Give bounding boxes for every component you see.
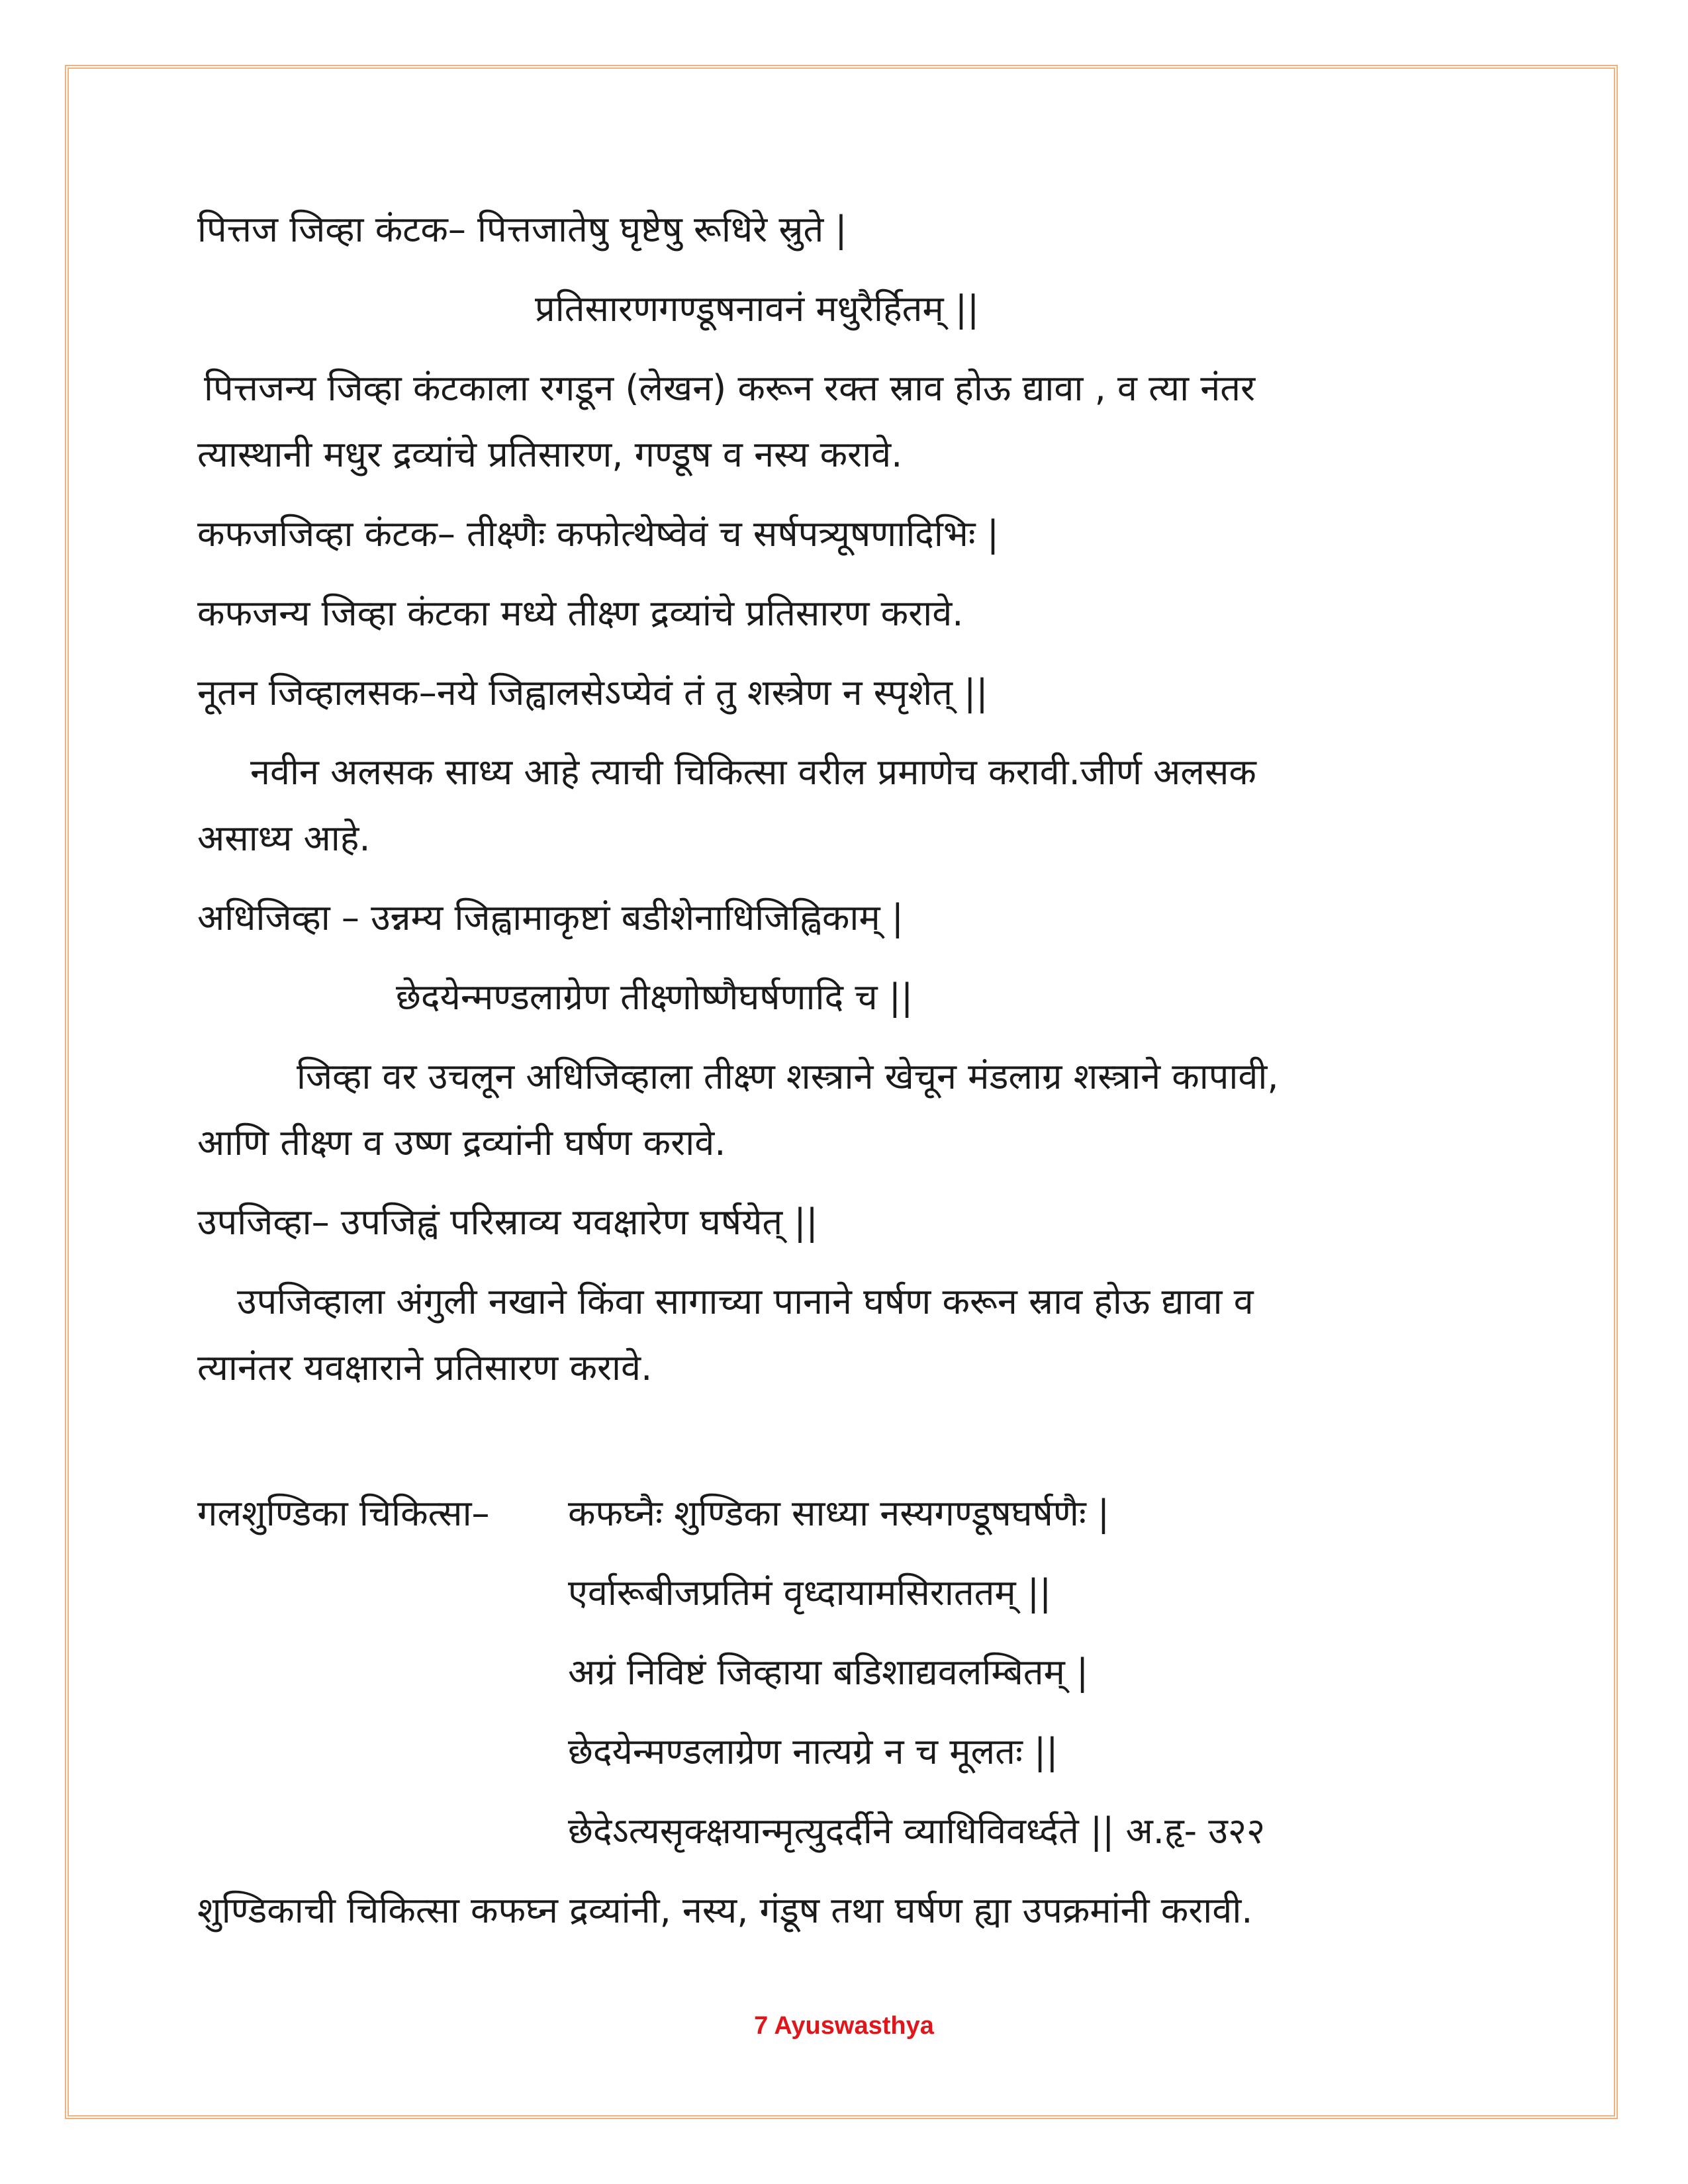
text-line: उपजिव्हा– उपजिह्वं परिस्राव्य यवक्षारेण घर्षयेत् || [197,1201,818,1243]
text-line: छेदयेन्मण्डलाग्रेण तीक्ष्णोष्णैघर्षणादि च || [396,976,914,1018]
text-line: छेदेऽत्यसृक्क्षयान्मृत्युदर्दीने व्याधिविवर्ध्दते || अ.हृ- उ२२ [568,1810,1266,1852]
text-line: कफजन्य जिव्हा कंटका मध्ये तीक्ष्ण द्रव्यांचे प्रतिसारण करावे. [197,592,964,634]
text-line: नूतन जिव्हालसक–नये जिह्वालसेऽप्येवं तं तु शस्त्रेण न स्पृशेत् || [197,672,988,713]
text-line: अधिजिव्हा – उन्नम्य जिह्वामाकृष्टां बडीशेनाधिजिह्विकाम् | [197,897,904,938]
text-line: पित्तजन्य जिव्हा कंटकाला रगडून (लेखन) करून रक्त स्राव होऊ द्यावा , व त्या नंतर [204,367,1256,409]
text-line: त्यानंतर यवक्षाराने प्रतिसारण करावे. [197,1347,653,1388]
text-line: आणि तीक्ष्ण व उष्ण द्रव्यांनी घर्षण करावे. [197,1122,726,1163]
text-line: पित्तज जिव्हा कंटक– पित्तजातेषु घृष्टेषु रूधिरे स्रुते | [197,208,847,250]
text-line: शुण्डिकाची चिकित्सा कफघ्न द्रव्यांनी, नस्य, गंडूष तथा घर्षण ह्या उपक्रमांनी करावी. [197,1889,1253,1931]
section-heading: गलशुण्डिका चिकित्सा– [197,1492,490,1534]
text-line: अग्रं निविष्टं जिव्हाया बडिशाद्यवलम्बितम् | [568,1651,1089,1693]
text-line: प्रतिसारणगण्डूषनावनं मधुरैर्हितम् || [535,288,980,330]
text-line: एर्वारूबीजप्रतिमं वृध्दायामसिराततम् || [568,1572,1052,1614]
text-line: उपजिव्हाला अंगुली नखाने किंवा सागाच्या पानाने घर्षण करून स्राव होऊ द्यावा व [237,1281,1254,1322]
page-footer: 7 Ayuswasthya [754,2012,934,2040]
text-line: कफघ्नैः शुण्डिका साध्या नस्यगण्डूषघर्षणैः | [568,1492,1110,1534]
text-line: नवीन अलसक साध्य आहे त्याची चिकित्सा वरील प्रमाणेच करावी.जीर्ण अलसक [250,751,1256,793]
text-line: कफजजिव्हा कंटक– तीक्ष्णैः कफोत्थेष्वेवं च सर्षपत्र्यूषणादिभिः | [197,513,1000,555]
text-line: जिव्हा वर उचलून अधिजिव्हाला तीक्ष्ण शस्त्राने खेचून मंडलाग्र शस्त्राने कापावी, [297,1056,1279,1097]
text-line: त्यास्थानी मधुर द्रव्यांचे प्रतिसारण, गण्डूष व नस्य करावे. [197,433,903,475]
text-line: असाध्य आहे. [197,817,371,859]
text-line: छेदयेन्मण्डलाग्रेण नात्यग्रे न च मूलतः || [568,1731,1058,1772]
